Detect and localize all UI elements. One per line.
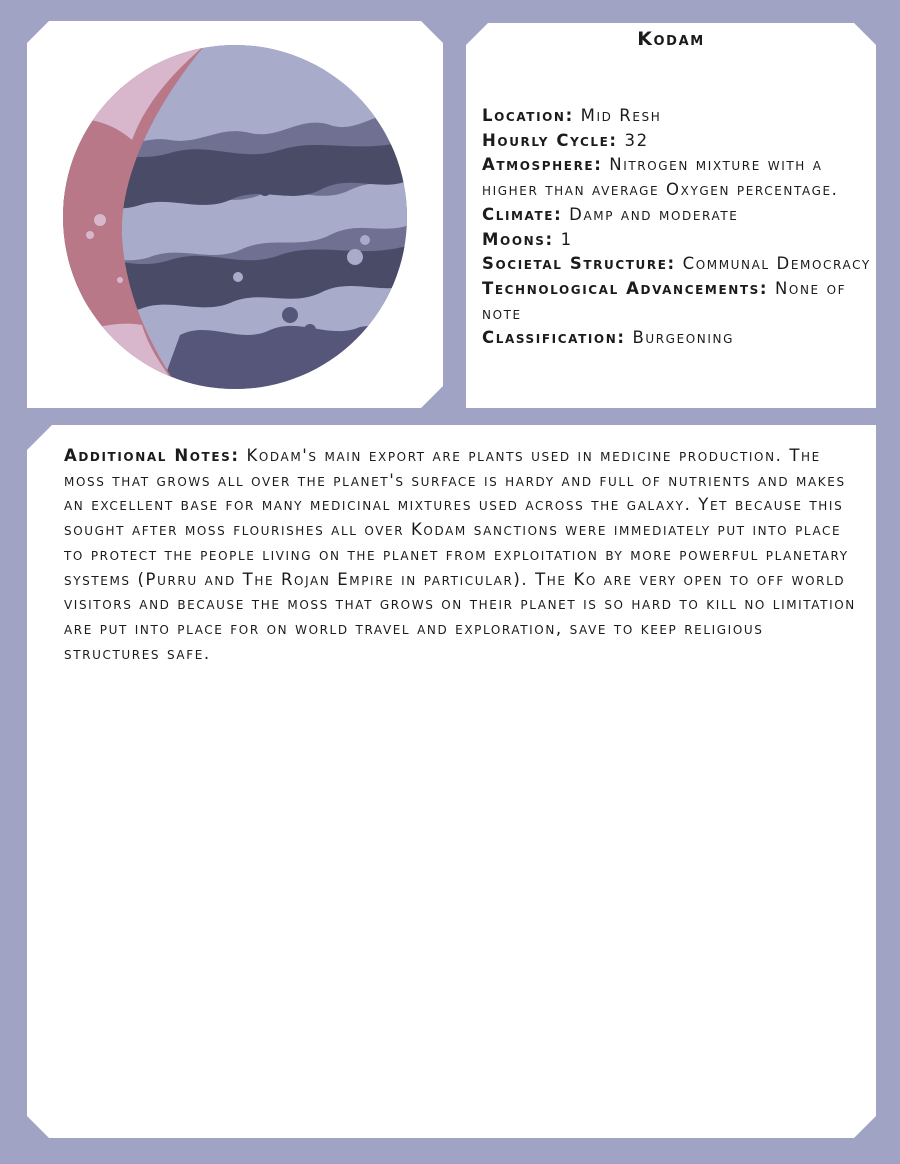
stat-label: Location: xyxy=(482,106,574,125)
additional-notes xyxy=(64,444,864,666)
stat-classification xyxy=(482,326,878,351)
stat-label: Atmosphere: xyxy=(482,155,603,175)
stat-value: None of note xyxy=(482,278,847,323)
notes-label: Additional Notes: xyxy=(64,446,240,465)
stat-climate xyxy=(482,203,878,228)
stat-moons xyxy=(482,228,878,253)
stat-value: Damp and moderate xyxy=(569,204,739,224)
stat-value: Burgeoning xyxy=(632,328,734,348)
stat-label: Technological Advancements: xyxy=(482,278,769,298)
notes-text: Kodam's main export are plants used in medicine production. The moss that grows all over the planet's surface is hardy and full of nutrients and makes an excellent base for many medicinal mixtures used across the galaxy. Yet because this sought after moss flourishes all over Kodam sanctions were immediately put into place to protect the people living on the planet from exploitation by more powerful planetary systems (Purru and The Rojan Empire in particular). The Ko are very open to off world visitors and because the moss that grows on their planet is so hard to kill no limitation are put into place for on world travel and exploration, save to keep religious structures safe. xyxy=(64,446,856,663)
stat-value: Nitrogen mixture with a higher than average Oxygen percentage. xyxy=(482,155,839,200)
stat-atmosphere xyxy=(482,153,878,202)
stat-label: Societal Structure: xyxy=(482,254,676,274)
planet-illustration xyxy=(60,45,410,390)
stat-label: Classification: xyxy=(482,328,626,348)
stat-value: 32 xyxy=(624,130,649,150)
stat-value: Mid Resh xyxy=(580,106,662,125)
stat-value: Communal Democracy xyxy=(682,254,871,274)
stat-technological-advancements xyxy=(482,277,878,326)
planet-stats xyxy=(482,104,878,351)
stat-value: 1 xyxy=(560,229,573,249)
planet-title: Kodam xyxy=(637,28,705,50)
stat-hourly-cycle xyxy=(482,129,878,154)
stat-label: Moons: xyxy=(482,229,554,249)
stat-location xyxy=(482,104,878,129)
stat-societal-structure xyxy=(482,252,878,277)
stat-label: Hourly Cycle: xyxy=(482,130,618,150)
stat-label: Climate: xyxy=(482,204,563,224)
